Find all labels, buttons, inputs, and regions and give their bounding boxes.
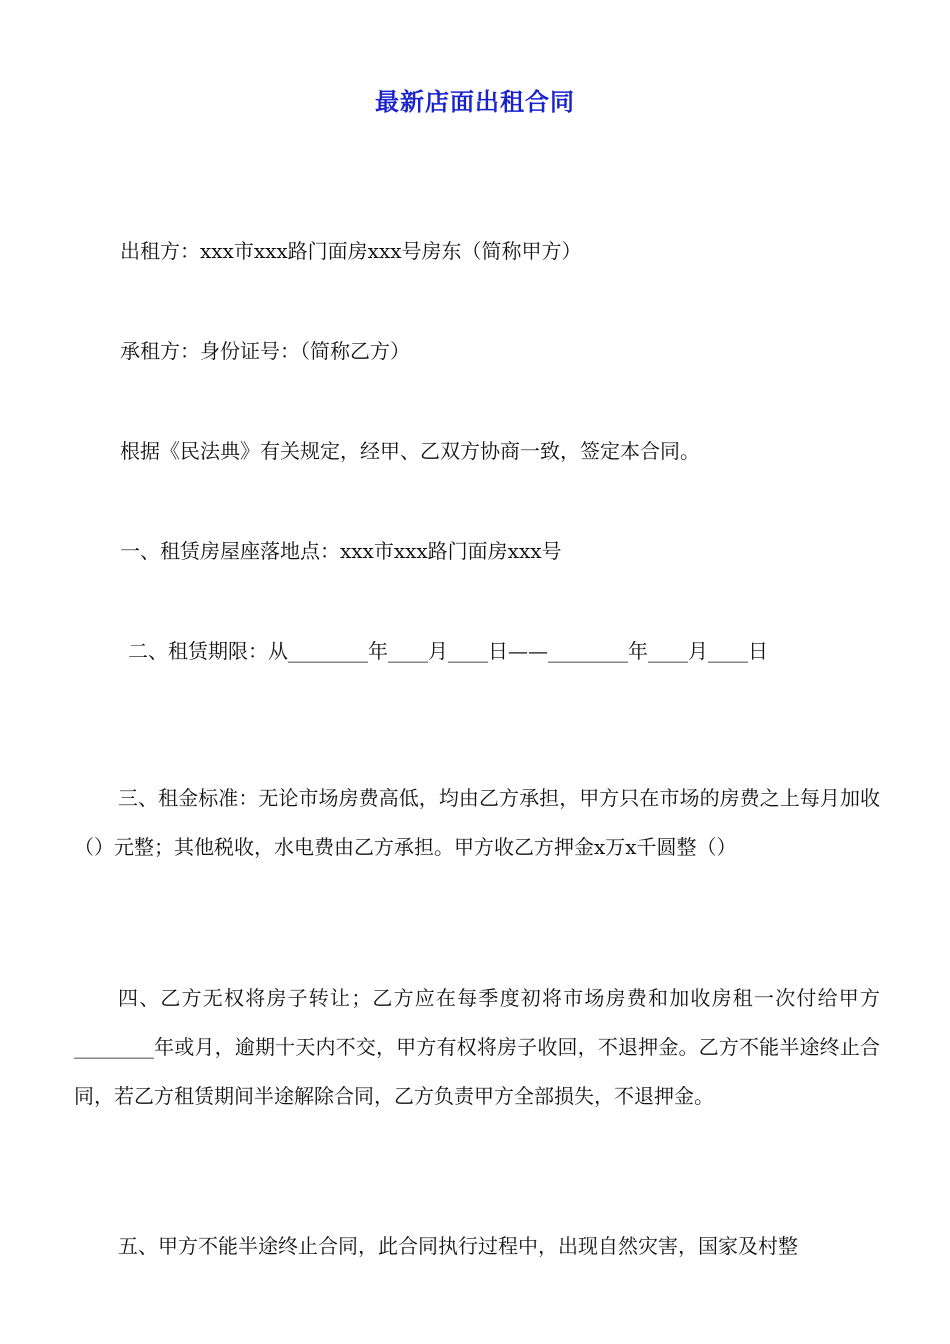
lessor-line: 出租方：xxx市xxx路门面房xxx号房东（简称甲方） (120, 239, 582, 263)
clause-3: 三、租金标准：无论市场房费高低，均由乙方承担，甲方只在市场的房费之上每月加收（）元整；其他税收，水电费由乙方承担。甲方收乙方押金x万x千圆整（） (74, 786, 880, 859)
clause-5: 五、甲方不能半途终止合同，此合同执行过程中，出现自然灾害，国家及村整 (118, 1234, 798, 1258)
basis-line: 根据《民法典》有关规定，经甲、乙双方协商一致，签定本合同。 (120, 439, 700, 463)
clause-4: 四、乙方无权将房子转让；乙方应在每季度初将市场房费和加收房租一次付给甲方________年或月，逾期十天内不交，甲方有权将房子收回，不退押金。乙方不能半途终止合同，若乙方租赁期间半途解除合同，乙方负责甲方全部损失，不退押金。 (74, 986, 880, 1108)
document-title: 最新店面出租合同 (375, 88, 575, 116)
lessee-line: 承租方：身份证号：（简称乙方） (120, 339, 410, 363)
clause-2: 二、租赁期限：从________年____月____日——________年____月____日 (128, 639, 768, 663)
clause-1: 一、租赁房屋座落地点：xxx市xxx路门面房xxx号 (120, 539, 562, 563)
